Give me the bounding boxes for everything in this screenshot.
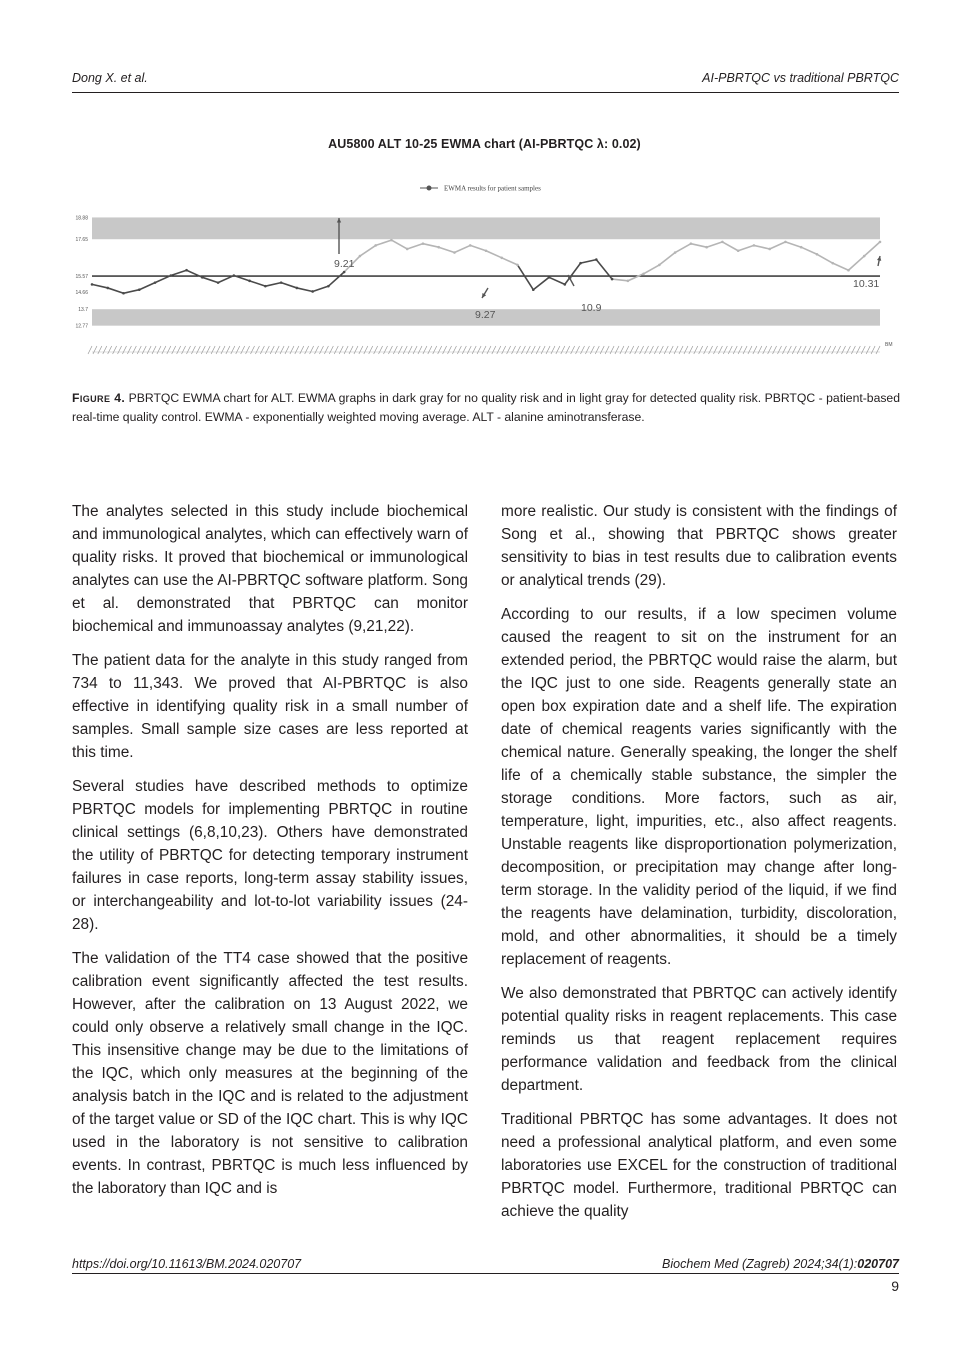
data-point [311, 290, 314, 293]
series-segment [360, 245, 376, 256]
series-segment [738, 245, 754, 250]
header-rule [72, 92, 899, 93]
x-tick-mark [113, 346, 117, 354]
x-tick-mark [718, 346, 722, 354]
series-segment [139, 283, 155, 290]
x-tick-mark [88, 346, 92, 354]
data-point [690, 242, 693, 245]
x-tick-mark [566, 346, 570, 354]
x-tick-mark [649, 346, 653, 354]
data-point [737, 249, 740, 252]
x-tick-mark [236, 346, 240, 354]
x-tick-mark [226, 346, 230, 354]
x-tick-mark [694, 346, 698, 354]
x-tick-mark [556, 346, 560, 354]
x-tick-mark [787, 346, 791, 354]
data-point [674, 251, 677, 254]
series-segment [644, 265, 660, 274]
x-tick-mark [137, 346, 141, 354]
x-tick-mark [526, 346, 530, 354]
series-segment [785, 242, 801, 247]
data-point [374, 244, 377, 247]
x-tick-mark [201, 346, 205, 354]
footer-rule [72, 1273, 899, 1274]
data-point [642, 272, 645, 275]
x-tick-mark [684, 346, 688, 354]
x-tick-mark [472, 346, 476, 354]
x-tick-mark [393, 346, 397, 354]
x-tick-mark [374, 346, 378, 354]
x-tick-mark [132, 346, 136, 354]
y-tick-label: 13.7 [78, 307, 88, 314]
x-tick-mark [177, 346, 181, 354]
x-tick-mark [388, 346, 392, 354]
x-tick-mark [758, 346, 762, 354]
x-tick-mark [251, 346, 255, 354]
x-tick-mark [516, 346, 520, 354]
series-segment [454, 245, 470, 252]
data-point [91, 283, 94, 286]
x-tick-mark [699, 346, 703, 354]
paragraph: The patient data for the analyte in this study ranged from 734 to 11,343. We proved that AI-PBRTQC is also effective in identifying quality risk in a small number of samples. Small sample size cases are less reported at this time. [72, 652, 468, 761]
x-tick-mark [428, 346, 432, 354]
x-tick-mark [871, 346, 875, 354]
x-tick-mark [792, 346, 796, 354]
series-segment [817, 254, 833, 263]
x-tick-mark [270, 346, 274, 354]
footer-journal-citation [662, 1257, 899, 1271]
page-number: 9 [891, 1278, 899, 1294]
x-tick-mark [763, 346, 767, 354]
x-tick-mark [295, 346, 299, 354]
x-tick-mark [851, 346, 855, 354]
x-tick-mark [467, 346, 471, 354]
x-tick-mark [664, 346, 668, 354]
x-tick-mark [334, 346, 338, 354]
x-tick-mark [359, 346, 363, 354]
footer-article-id: 020707 [857, 1257, 899, 1271]
annotation-label: 9.21 [334, 258, 355, 270]
data-point [879, 241, 882, 244]
x-tick-mark [462, 346, 466, 354]
footer-doi-link[interactable]: https://doi.org/10.11613/BM.2024.020707 [72, 1257, 302, 1271]
data-point [106, 287, 109, 290]
x-tick-mark [753, 346, 757, 354]
x-tick-mark [536, 346, 540, 354]
x-tick-mark [512, 346, 516, 354]
x-tick-mark [561, 346, 565, 354]
series-segment [250, 281, 266, 286]
x-tick-mark [492, 346, 496, 354]
x-tick-mark [497, 346, 501, 354]
data-point [469, 244, 472, 247]
series-segment [124, 290, 140, 294]
x-tick-mark [452, 346, 456, 354]
x-tick-mark [172, 346, 176, 354]
series-segment [659, 253, 675, 265]
data-point [816, 253, 819, 256]
series-segment [801, 247, 817, 254]
x-tick-mark [837, 346, 841, 354]
x-tick-mark [846, 346, 850, 354]
x-tick-mark [477, 346, 481, 354]
x-tick-mark [433, 346, 437, 354]
x-tick-mark [310, 346, 314, 354]
x-tick-mark [704, 346, 708, 354]
series-segment [202, 277, 218, 282]
data-point [721, 241, 724, 244]
series-segment [470, 245, 486, 250]
series-segment [675, 244, 691, 253]
ewma-chart [60, 178, 900, 378]
x-tick-mark [595, 346, 599, 354]
footer-journal-prefix: Biochem Med (Zagreb) 2024;34(1): [662, 1257, 858, 1271]
x-tick-mark [315, 346, 319, 354]
x-tick-mark [255, 346, 259, 354]
x-tick-mark [531, 346, 535, 354]
x-tick-mark [723, 346, 727, 354]
x-tick-mark [364, 346, 368, 354]
x-tick-mark [319, 346, 323, 354]
data-point [264, 285, 267, 288]
x-tick-mark [413, 346, 417, 354]
x-tick-mark [817, 346, 821, 354]
x-tick-mark [349, 346, 353, 354]
data-point [327, 285, 330, 288]
x-tick-mark [122, 346, 126, 354]
data-point [564, 283, 567, 286]
x-tick-mark [812, 346, 816, 354]
y-tick-label: 17.65 [75, 237, 88, 244]
x-tick-mark [615, 346, 619, 354]
x-tick-mark [403, 346, 407, 354]
series-segment [328, 272, 344, 286]
x-tick-mark [216, 346, 220, 354]
data-point [548, 276, 551, 279]
series-segment [533, 277, 549, 289]
x-tick-mark [827, 346, 831, 354]
data-point [138, 288, 141, 291]
x-tick-mark [576, 346, 580, 354]
data-point [406, 248, 409, 251]
x-tick-mark [167, 346, 171, 354]
x-tick-mark [369, 346, 373, 354]
x-tick-mark [590, 346, 594, 354]
data-point [248, 280, 251, 283]
data-point [532, 288, 535, 291]
x-tick-mark [211, 346, 215, 354]
series-segment [92, 284, 108, 288]
x-tick-mark [571, 346, 575, 354]
x-tick-mark [640, 346, 644, 354]
x-tick-mark [196, 346, 200, 354]
data-point [831, 262, 834, 265]
series-segment [722, 242, 738, 251]
x-tick-mark [856, 346, 860, 354]
x-tick-mark [782, 346, 786, 354]
series-segment [864, 242, 880, 256]
series-segment [439, 247, 455, 252]
series-segment [691, 244, 707, 248]
x-tick-mark [408, 346, 412, 354]
series-segment [833, 263, 849, 270]
x-tick-mark [876, 346, 880, 354]
data-point [233, 274, 236, 277]
x-tick-mark [443, 346, 447, 354]
series-segment [297, 288, 313, 292]
series-segment [628, 274, 644, 281]
paragraph: Several studies have described methods to optimize PBRTQC models for implementing PBRTQC in routine clinical settings (6,8,10,23). Others have demonstrated the utility of PBRTQC for detecting temporary instrument failures in case reports, long-term assay stability issues, or interchangeability and lot-to-lot variability issues (24-28). [72, 778, 468, 933]
x-tick-mark [778, 346, 782, 354]
data-point [217, 281, 220, 284]
x-tick-mark [748, 346, 752, 354]
x-tick-mark [157, 346, 161, 354]
x-tick-mark [551, 346, 555, 354]
data-point [611, 278, 614, 281]
x-tick-mark [645, 346, 649, 354]
data-point [154, 281, 157, 284]
x-tick-mark [231, 346, 235, 354]
series-segment [754, 245, 770, 249]
series-segment [281, 283, 297, 288]
x-tick-mark [93, 346, 97, 354]
data-point [485, 249, 488, 252]
x-tick-mark [507, 346, 511, 354]
x-tick-mark [162, 346, 166, 354]
x-tick-mark [768, 346, 772, 354]
x-tick-mark [423, 346, 427, 354]
data-point [627, 280, 630, 283]
x-tick-mark [285, 346, 289, 354]
x-tick-mark [659, 346, 663, 354]
y-tick-label: 14.66 [75, 290, 88, 297]
figure-label: Figure 4. [72, 391, 126, 405]
x-tick-mark [743, 346, 747, 354]
x-tick-mark [738, 346, 742, 354]
x-tick-mark [329, 346, 333, 354]
data-point [296, 287, 299, 290]
x-tick-mark [482, 346, 486, 354]
x-tick-mark [280, 346, 284, 354]
x-tick-mark [438, 346, 442, 354]
series-segment [171, 270, 187, 275]
paragraph: The analytes selected in this study include biochemical and immunological analytes, which can effectively warn of quality risks. It proved that biochemical or immunological analytes can use the AI-PBRTQC software platform. Song et al. demonstrated that PBRTQC can monitor biochemical and immunoassay analytes (9,21,22). [72, 503, 468, 635]
data-point [579, 262, 582, 265]
data-point [658, 264, 661, 267]
x-tick-mark [674, 346, 678, 354]
x-tick-mark [260, 346, 264, 354]
data-point [201, 276, 204, 279]
x-tick-mark [98, 346, 102, 354]
data-point [390, 239, 393, 242]
series-segment [549, 277, 565, 284]
x-tick-mark [733, 346, 737, 354]
series-segment [565, 263, 581, 284]
x-tick-mark [773, 346, 777, 354]
annotation-label: 10.31 [853, 278, 880, 290]
x-tick-mark [654, 346, 658, 354]
x-tick-mark [610, 346, 614, 354]
upper-control-band [92, 217, 880, 239]
x-tick-mark [581, 346, 585, 354]
data-point [170, 274, 173, 277]
x-tick-mark [206, 346, 210, 354]
figure-title: AU5800 ALT 10-25 EWMA chart (AI-PBRTQC λ: 0.02) [328, 137, 641, 151]
x-tick-mark [384, 346, 388, 354]
series-segment [707, 242, 723, 247]
legend-marker [427, 186, 432, 191]
x-tick-mark [344, 346, 348, 354]
x-tick-mark [398, 346, 402, 354]
series-segment [502, 258, 518, 265]
x-tick-mark [127, 346, 131, 354]
x-tick-mark [457, 346, 461, 354]
x-axis-label: BM [885, 342, 893, 348]
paragraph: The validation of the TT4 case showed that the positive calibration event significantly affected the test results. However, after the calibration on 13 August 2022, we could only observe a relatively small change in the IQC. This insensitive change may be due to the limitations of the IQC, which only measures at the beginning of the analysis batch in the IQC and is related to the adjustment of the target value or SD of the IQC chart. This is why IQC used in the laboratory is not sensitive to calibration events. In contrast, PBRTQC is much less influenced by the laboratory than IQC and is [72, 950, 468, 1197]
x-tick-mark [118, 346, 122, 354]
x-tick-mark [713, 346, 717, 354]
annotation-arrowhead [877, 256, 881, 261]
y-tick-label: 15.57 [75, 274, 88, 281]
data-point [516, 264, 519, 267]
x-tick-mark [842, 346, 846, 354]
x-tick-mark [103, 346, 107, 354]
x-tick-mark [728, 346, 732, 354]
x-tick-mark [108, 346, 112, 354]
x-tick-mark [797, 346, 801, 354]
series-segment [486, 251, 502, 258]
x-tick-mark [861, 346, 865, 354]
data-point [784, 241, 787, 244]
data-point [847, 269, 850, 272]
series-segment [423, 244, 439, 248]
data-point [863, 255, 866, 258]
x-tick-mark [620, 346, 624, 354]
x-tick-mark [182, 346, 186, 354]
x-tick-mark [241, 346, 245, 354]
x-tick-mark [305, 346, 309, 354]
x-tick-mark [605, 346, 609, 354]
data-point [705, 246, 708, 249]
series-segment [265, 283, 281, 287]
paragraph: According to our results, if a low specimen volume caused the reagent to sit on the instrument for an extended period, the PBRTQC would raise the alarm, but the IQC just to one side. Reagents generally state an open box expiration date and a shelf life. The expiration date of chemical reagents varies significantly with the chemical nature. Generally speaking, the longer the shelf life of a chemically stable substance, the simpler the storage conditions. More factors, such as air, temperature, light, impurities, etc., also affect reagents. Unstable reagents like disproportionation polymerization, decomposition, or precipitation may change after long-term storage. In the validity period of the liquid, if we find the reagents have delamination, turbidity, discoloration, mold, and other abnormalities, it should be a timely replacement of reagents. [501, 606, 897, 968]
annotation-label: 10.9 [581, 302, 602, 314]
x-tick-mark [354, 346, 358, 354]
figure-caption-text: PBRTQC EWMA chart for ALT. EWMA graphs in dark gray for no quality risk and in light gray for detected quality risk. PBRTQC - patient-based real-time quality control. EWMA - exponentially weighted moving average. ALT - alanine aminotransferase. [72, 391, 900, 424]
x-tick-mark [265, 346, 269, 354]
data-point [500, 257, 503, 260]
series-segment [391, 240, 407, 249]
x-tick-mark [585, 346, 589, 354]
data-point [768, 248, 771, 251]
data-point [185, 269, 188, 272]
x-tick-mark [339, 346, 343, 354]
data-point [437, 246, 440, 249]
y-tick-label: 18.88 [75, 215, 88, 222]
series-segment [612, 279, 628, 281]
x-tick-mark [866, 346, 870, 354]
series-segment [770, 242, 786, 249]
x-tick-mark [142, 346, 146, 354]
figure-caption [72, 389, 900, 427]
data-point [595, 258, 598, 261]
x-tick-mark [832, 346, 836, 354]
x-tick-mark [324, 346, 328, 354]
data-point [359, 255, 362, 258]
x-tick-mark [221, 346, 225, 354]
data-point [343, 271, 346, 274]
paragraph: We also demonstrated that PBRTQC can actively identify potential quality risks in reagent replacements. This case reminds us that reagent replacement requires performance validation and feedback from the clinical department. [501, 985, 897, 1094]
x-tick-mark [246, 346, 250, 354]
x-tick-mark [502, 346, 506, 354]
x-tick-mark [802, 346, 806, 354]
x-tick-mark [689, 346, 693, 354]
data-point [453, 251, 456, 254]
x-tick-mark [822, 346, 826, 354]
series-segment [407, 244, 423, 249]
series-segment [108, 288, 124, 293]
data-point [753, 244, 756, 247]
x-tick-mark [546, 346, 550, 354]
series-segment [376, 240, 392, 245]
x-tick-mark [300, 346, 304, 354]
x-tick-mark [379, 346, 383, 354]
x-tick-mark [448, 346, 452, 354]
y-tick-label: 12.77 [75, 323, 88, 330]
series-segment [848, 256, 864, 270]
data-point [122, 292, 125, 295]
x-tick-mark [635, 346, 639, 354]
data-point [280, 281, 283, 284]
x-tick-mark [807, 346, 811, 354]
x-tick-mark [152, 346, 156, 354]
x-tick-mark [147, 346, 151, 354]
running-header-authors: Dong X. et al. [72, 71, 148, 85]
x-tick-mark [625, 346, 629, 354]
x-tick-mark [275, 346, 279, 354]
x-tick-mark [487, 346, 491, 354]
x-tick-mark [709, 346, 713, 354]
x-tick-mark [669, 346, 673, 354]
legend-label: EWMA results for patient samples [444, 184, 541, 193]
series-segment [518, 265, 534, 290]
annotation-label: 9.27 [475, 309, 496, 321]
body-column-right [501, 500, 897, 1234]
x-tick-mark [187, 346, 191, 354]
series-segment [581, 260, 597, 264]
x-tick-mark [191, 346, 195, 354]
series-segment [313, 286, 329, 291]
data-point [422, 242, 425, 245]
x-tick-mark [290, 346, 294, 354]
x-tick-mark [630, 346, 634, 354]
x-tick-mark [679, 346, 683, 354]
body-column-left [72, 500, 468, 1211]
x-tick-mark [521, 346, 525, 354]
paragraph: more realistic. Our study is consistent with the findings of Song et al., showing that PBRTQC shows greater sensitivity to bias in test results due to calibration events or analytical trends (29). [501, 503, 897, 589]
paragraph: Traditional PBRTQC has some advantages. It does not need a professional analytical platform, and even some laboratories use EXCEL for the construction of traditional PBRTQC model. Furthermore, traditional PBRTQC can achieve the quality [501, 1111, 897, 1220]
x-tick-mark [600, 346, 604, 354]
data-point [800, 246, 803, 249]
running-header-title: AI-PBRTQC vs traditional PBRTQC [702, 71, 899, 85]
x-tick-mark [418, 346, 422, 354]
x-tick-mark [541, 346, 545, 354]
